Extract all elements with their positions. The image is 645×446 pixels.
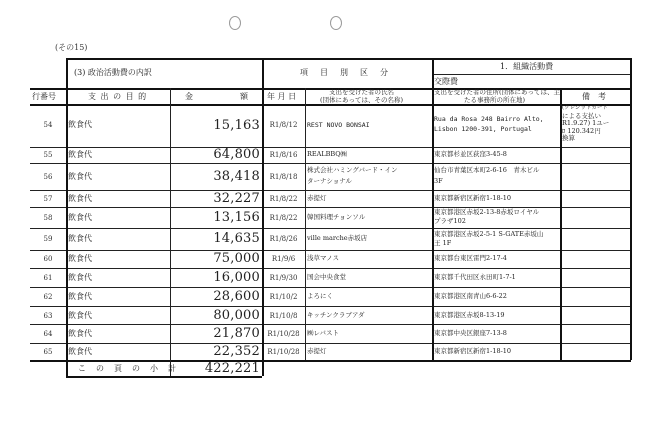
subcategory-value: 交際費 (434, 77, 458, 86)
section-title: (3) 政治活動費の内訳 (74, 68, 152, 77)
col-header-payee-address: 支出を受けた者の住所(団体にあっては、主 たる事務所の所在地) (434, 88, 560, 104)
col-header-purpose: 支 出 の 目 的 (88, 92, 148, 101)
punch-hole-right (330, 16, 342, 30)
subtotal-label: こ の 頁 の 小 計 (78, 364, 177, 373)
page-label: (その15) (55, 43, 88, 52)
col-header-date: 年 月 日 (267, 92, 297, 101)
punch-hole-left (229, 16, 241, 30)
category-label: 項 目 別 区 分 (300, 68, 390, 77)
col-header-amount-right: 額 (240, 92, 248, 101)
remarks-note: (クレジットカード による支払い R1.9.27) 1ユー ﾛ 120.342円 換算 (562, 105, 610, 142)
col-header-remarks: 備 考 (582, 92, 606, 101)
subtotal-amount: 422,221 (204, 361, 260, 376)
category-value: 1．組織活動費 (500, 62, 554, 71)
col-header-row-no: 行番号 (32, 92, 56, 101)
col-header-amount-left: 金 (185, 92, 193, 101)
col-header-payee-name: 支出を受けた者の氏名 (団体にあっては、その名称) (320, 88, 404, 104)
